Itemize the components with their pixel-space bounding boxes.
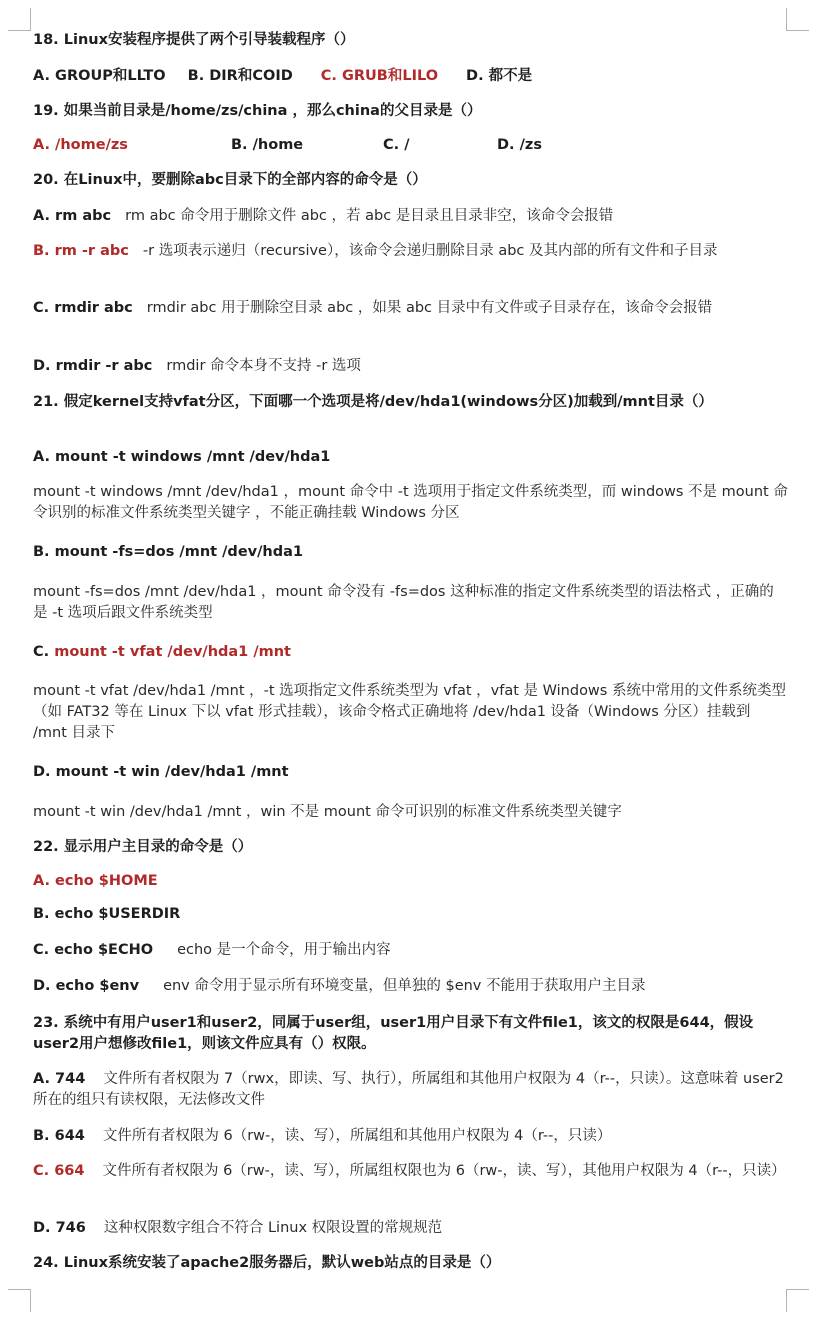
q18-option-c-answer: C. GRUB和LILO bbox=[320, 68, 439, 84]
q22-option-c bbox=[33, 940, 788, 961]
q18-option-d: D. 都不是 bbox=[466, 68, 533, 84]
q21-option-b-label: B. mount -fs=dos /mnt /dev/hda1 bbox=[33, 544, 303, 560]
corner-mark-top-left bbox=[8, 8, 31, 31]
q20-option-c bbox=[33, 298, 788, 319]
q23-option-a bbox=[33, 1069, 788, 1111]
question-19-options bbox=[33, 135, 788, 156]
q22-option-d-explanation: env 命令用于显示所有环境变量，但单独的 $env 不能用于获取用户主目录 bbox=[163, 978, 646, 994]
q22-option-c-explanation: echo 是一个命令，用于输出内容 bbox=[177, 942, 391, 958]
q23-option-d bbox=[33, 1218, 788, 1239]
question-19-title: 19. 如果当前目录是/home/zs/china ，那么china的父目录是（） bbox=[33, 103, 482, 119]
q20-option-b-explanation: -r 选项表示递归（recursive），该命令会递归删除目录 abc 及其内部的所有文件和子目录 bbox=[142, 243, 718, 259]
question-24-title: 24. Linux系统安装了apache2服务器后，默认web站点的目录是（） bbox=[33, 1255, 501, 1271]
question-20-title: 20. 在Linux中，要删除abc目录下的全部内容的命令是（） bbox=[33, 172, 427, 188]
q20-option-b-label-answer: B. rm -r abc bbox=[33, 243, 129, 259]
corner-mark-bottom-left bbox=[8, 1289, 31, 1312]
q22-option-d-label: D. echo $env bbox=[33, 978, 140, 994]
q18-option-a: A. GROUP和LLTO bbox=[33, 68, 166, 84]
q21-option-d-explanation: mount -t win /dev/hda1 /mnt ，win 不是 mount 命令可识别的标准文件系统类型关键字 bbox=[33, 804, 622, 820]
q21-option-a-label: A. mount -t windows /mnt /dev/hda1 bbox=[33, 449, 331, 465]
q18-option-b: B. DIR和COID bbox=[187, 68, 293, 84]
question-22-title: 22. 显示用户主目录的命令是（） bbox=[33, 839, 253, 855]
q20-option-a-label: A. rm abc bbox=[33, 208, 112, 224]
q20-option-d-explanation: rmdir 命令本身不支持 -r 选项 bbox=[166, 358, 361, 374]
question-18-title: 18. Linux安装程序提供了两个引导装载程序（） bbox=[33, 32, 355, 48]
q20-option-d bbox=[33, 356, 788, 377]
q19-option-c: C. / bbox=[383, 137, 410, 153]
q21-option-c-explanation: mount -t vfat /dev/hda1 /mnt ，-t 选项指定文件系统类型为 vfat ，vfat 是 Windows 系统中常用的文件系统类型（如 FAT32 等在 Linux 下以 vfat 形式挂载），该命令格式正确地将 /dev/hda1 设备（Windows 分区）挂载到 /mnt 目录下 bbox=[33, 683, 786, 741]
q23-option-c-label-answer: C. 664 bbox=[33, 1163, 85, 1179]
q22-option-b: B. echo $USERDIR bbox=[33, 906, 181, 922]
q23-option-c-explanation: 文件所有者权限为 6（rw-，读、写），所属组权限也为 6（rw-，读、写），其他用户权限为 4（r--，只读） bbox=[102, 1163, 786, 1179]
q23-option-a-label: A. 744 bbox=[33, 1071, 86, 1087]
q20-option-a-explanation: rm abc 命令用于删除文件 abc ，若 abc 是目录且目录非空，该命令会报错 bbox=[125, 208, 614, 224]
q20-option-a bbox=[33, 206, 788, 227]
q21-option-c-letter: C. bbox=[33, 644, 50, 660]
q20-option-d-label: D. rmdir -r abc bbox=[33, 358, 153, 374]
q21-option-b-explanation: mount -fs=dos /mnt /dev/hda1 ，mount 命令没有 -fs=dos 这种标准的指定文件系统类型的语法格式 ，正确的是 -t 选项后跟文件系统类型 bbox=[33, 584, 774, 621]
q23-option-b bbox=[33, 1126, 788, 1147]
q20-option-c-label: C. rmdir abc bbox=[33, 300, 133, 316]
q23-option-a-explanation: 文件所有者权限为 7（rwx，即读、写、执行），所属组和其他用户权限为 4（r--，只读）。这意味着 user2 所在的组只有读权限，无法修改文件 bbox=[33, 1071, 784, 1108]
q19-option-a-answer: A. /home/zs bbox=[33, 137, 128, 153]
q20-option-b bbox=[33, 241, 788, 262]
q21-option-a-explanation: mount -t windows /mnt /dev/hda1 ，mount 命令中 -t 选项用于指定文件系统类型，而 windows 不是 mount 命令识别的标准文件系统类型关键字 ，不能正确挂载 Windows 分区 bbox=[33, 484, 788, 521]
q23-option-c bbox=[33, 1161, 788, 1182]
question-23-title: 23. 系统中有用户user1和user2，同属于user组，user1用户目录下有文件file1，该文的权限是644，假设user2用户想修改file1，则该文件应具有（）权限。 bbox=[33, 1015, 754, 1052]
q19-option-d: D. /zs bbox=[497, 137, 542, 153]
question-18-options bbox=[33, 66, 788, 87]
question-21-title: 21. 假定kernel支持vfat分区，下面哪一个选项是将/dev/hda1(windows分区)加载到/mnt目录（） bbox=[33, 394, 713, 410]
q23-option-b-label: B. 644 bbox=[33, 1128, 85, 1144]
corner-mark-top-right bbox=[786, 8, 809, 31]
q21-option-c-label-answer: mount -t vfat /dev/hda1 /mnt bbox=[54, 644, 291, 660]
q22-option-d bbox=[33, 976, 788, 997]
q21-option-d-label: D. mount -t win /dev/hda1 /mnt bbox=[33, 764, 289, 780]
q19-option-b: B. /home bbox=[231, 137, 304, 153]
q20-option-c-explanation: rmdir abc 用于删除空目录 abc ，如果 abc 目录中有文件或子目录存在，该命令会报错 bbox=[146, 300, 713, 316]
q23-option-b-explanation: 文件所有者权限为 6（rw-，读、写），所属组和其他用户权限为 4（r--，只读） bbox=[102, 1128, 612, 1144]
q21-option-c bbox=[33, 642, 788, 663]
q23-option-d-label: D. 746 bbox=[33, 1220, 86, 1236]
q22-option-a-answer: A. echo $HOME bbox=[33, 873, 158, 889]
corner-mark-bottom-right bbox=[786, 1289, 809, 1312]
q22-option-c-label: C. echo $ECHO bbox=[33, 942, 154, 958]
q23-option-d-explanation: 这种权限数字组合不符合 Linux 权限设置的常规规范 bbox=[103, 1220, 443, 1236]
